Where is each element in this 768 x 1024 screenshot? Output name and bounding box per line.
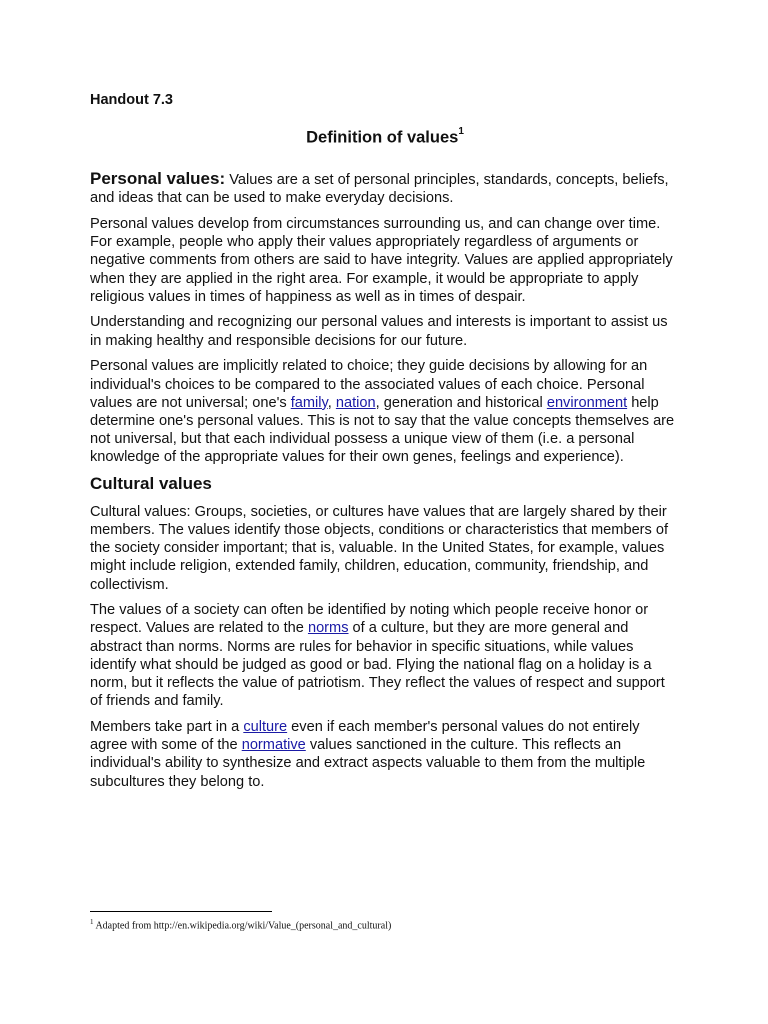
personal-paragraph-3 — [90, 357, 680, 466]
cultural-p3-text-a: Members take part in a — [90, 718, 244, 735]
personal-paragraph-2: Understanding and recognizing our personal values and interests is important to assist us in making healthy and responsible decisions for our future. — [90, 314, 668, 349]
personal-p3-text-b: , generation and historical — [375, 394, 547, 411]
cultural-paragraph-1: Cultural values: Groups, societies, or cultures have values that are largely shared by their members. The values identify those objects, conditions or characteristics that members of the society consider important; that is, valuable. In the United States, for example, values might include religion, extended family, children, education, community, friendship, and collectivism. — [90, 503, 669, 593]
footnote-text: Adapted from http://en.wikipedia.org/wiki/Value_(personal_and_cultural) — [93, 920, 392, 932]
link-norms[interactable]: norms — [307, 620, 349, 637]
title-text: Definition of values — [306, 128, 459, 147]
cultural-paragraph-3 — [90, 718, 680, 791]
link-family[interactable]: family — [290, 394, 328, 411]
cultural-p2-text-b: of a culture, but they are more general and abstract than norms. Norms are rules for behavior in specific situations, while values identify what should be judged as good or bad. Flying the national flag on a holiday is a norm, but it reflects the value of patriotism. They reflect the values of respect and support of friends and family. — [90, 620, 665, 710]
footnote — [90, 918, 391, 931]
cultural-p3-text-c: values sanctioned in the culture. This reflects an individual's ability to synthesize and extract aspects valuable to them from the multiple subcultures they belong to. — [90, 737, 646, 790]
link-normative[interactable]: normative — [241, 737, 306, 754]
page-title — [90, 128, 680, 148]
personal-intro-paragraph — [90, 170, 680, 207]
footnote-divider — [90, 911, 272, 912]
cultural-p2-text-a: The values of a society can often be identified by noting which people receive honor or respect. Values are related to the — [90, 602, 649, 637]
cultural-paragraph-2 — [90, 601, 680, 710]
cultural-p3-text-b: even if each member's personal values do not entirely agree with some of the — [90, 718, 640, 754]
personal-intro-text: Values are a set of personal principles, standards, concepts, beliefs, and ideas that can be used to make everyday decisions. — [90, 172, 669, 207]
personal-values-label: Personal values: — [90, 169, 226, 188]
personal-p3-comma: , — [327, 394, 336, 411]
link-culture[interactable]: culture — [243, 718, 288, 735]
handout-label: Handout 7.3 — [90, 92, 173, 108]
document-body — [90, 170, 680, 798]
link-environment[interactable]: environment — [546, 394, 628, 411]
personal-paragraph-1: Personal values develop from circumstances surrounding us, and can change over time. For example, people who apply their values appropriately regardless of arguments or negative comments from others are said to have integrity. Values are applied appropriately when they are applied in the right area. For example, it would be appropriate to apply religious values in times of happiness as well as in times of despair. — [90, 215, 673, 305]
link-nation[interactable]: nation — [335, 394, 376, 411]
footnote-marker: 1 — [90, 918, 94, 926]
personal-p3-text-c: help determine one's personal values. This is not to say that the value concepts themselves are not universal, but that each individual possess a unique view of them (i.e. a personal knowledge of the appropriate values for their own genes, feelings and experience). — [90, 394, 675, 466]
cultural-values-heading: Cultural values — [90, 473, 212, 493]
title-footnote-marker: 1 — [458, 126, 464, 137]
personal-p3-text-a: Personal values are implicitly related to choice; they guide decisions by allowing for an individual's choices to be compared to the associated values of each choice. Personal values are not universal; one's — [90, 358, 648, 411]
